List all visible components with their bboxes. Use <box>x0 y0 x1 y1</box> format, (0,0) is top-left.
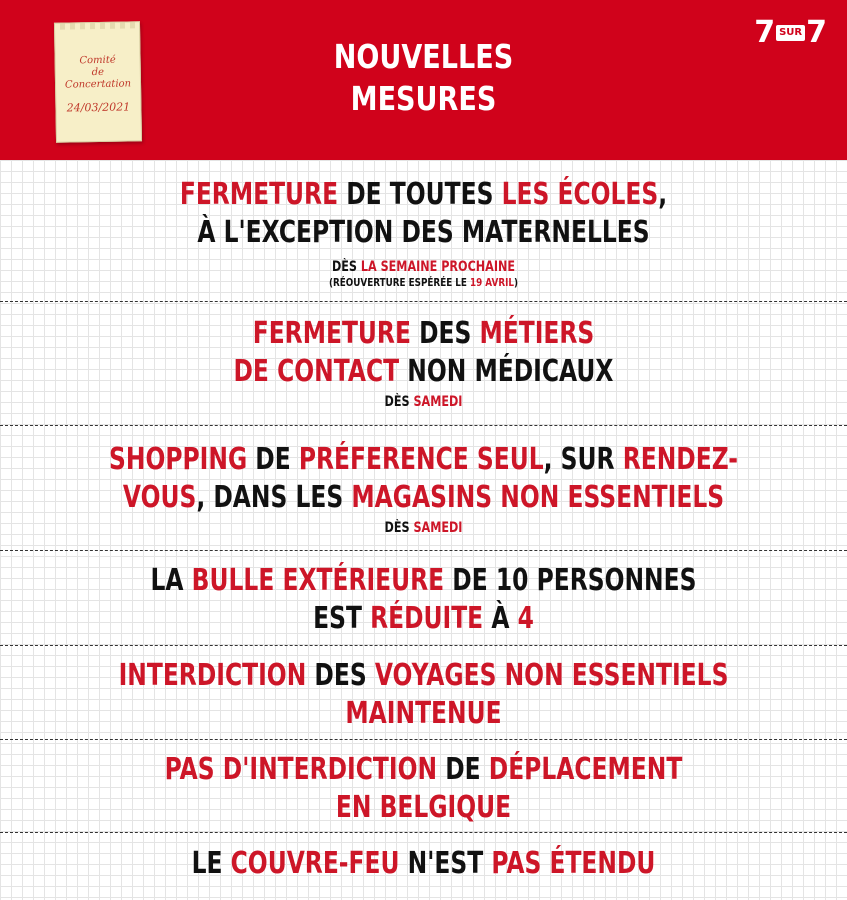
measure-line <box>93 562 754 600</box>
measure-text: DÈS <box>384 394 414 410</box>
measure-text: (RÉOUVERTURE ESPÉRÉE LE <box>328 276 470 289</box>
measure-text: EST <box>313 601 371 636</box>
note-perforation <box>55 22 139 29</box>
measure-text: , DANS LES <box>196 480 352 515</box>
measure-travel <box>0 657 847 733</box>
measure-text: DES <box>410 316 480 351</box>
note-date: 24/03/2021 <box>66 100 131 115</box>
measure-line <box>93 845 754 883</box>
measure-movement <box>0 751 847 827</box>
measure-text: MAGASINS NON ESSENTIELS <box>351 480 725 515</box>
measure-text: DÈS <box>384 520 414 536</box>
measure-text: LE <box>191 846 231 881</box>
measure-line <box>93 353 754 391</box>
measure-text: RÉDUITE <box>370 601 484 636</box>
measure-line <box>93 751 754 789</box>
dashed-divider <box>0 739 847 740</box>
measure-text: DÈS <box>331 259 361 275</box>
measure-text: , SUR <box>543 442 623 477</box>
measure-text: VOYAGES NON ESSENTIELS <box>374 658 729 693</box>
measure-text: , <box>658 177 668 212</box>
measure-text: RENDEZ- <box>622 442 738 477</box>
dashed-divider <box>0 645 847 646</box>
logo-sur: SUR <box>776 25 805 41</box>
title-line-2: MESURES <box>350 79 497 118</box>
measure-note <box>85 276 763 290</box>
measure-bubble <box>0 562 847 638</box>
measure-shopping <box>0 441 847 537</box>
measure-text: À <box>483 601 518 636</box>
note-line-3: Concertation <box>64 78 132 91</box>
measure-text: COUVRE-FEU <box>230 846 400 881</box>
title-line-1: NOUVELLES <box>333 37 514 76</box>
dashed-divider <box>0 301 847 302</box>
measure-line <box>93 315 754 353</box>
dashed-divider <box>0 832 847 833</box>
measure-text: À L'EXCEPTION DES MATERNELLES <box>197 215 650 250</box>
7sur7-logo <box>754 16 827 50</box>
measure-text: BULLE EXTÉRIEURE <box>191 563 445 598</box>
measure-text: DE 10 PERSONNES <box>444 563 697 598</box>
measure-line <box>93 600 754 638</box>
dashed-divider <box>0 550 847 551</box>
measure-text: DÉPLACEMENT <box>488 752 683 787</box>
measure-line <box>93 789 754 827</box>
measure-text: MÉTIERS <box>479 316 595 351</box>
measure-line <box>93 695 754 733</box>
measure-text: PAS ÉTENDU <box>491 846 656 881</box>
measure-text: LES ÉCOLES <box>501 177 659 212</box>
header-banner <box>0 0 847 160</box>
measure-text: SAMEDI <box>413 394 463 410</box>
measure-text: 4 <box>517 601 534 636</box>
measure-text: FERMETURE <box>179 177 339 212</box>
measure-text: ) <box>513 276 519 289</box>
measure-text: PAS D'INTERDICTION <box>164 752 438 787</box>
measure-contact-jobs <box>0 315 847 411</box>
measure-text: DE TOUTES <box>338 177 502 212</box>
measure-text: VOUS <box>122 480 197 515</box>
measure-text: DE <box>247 442 299 477</box>
measure-timing <box>85 519 763 537</box>
measure-schools <box>0 176 847 290</box>
measure-timing <box>85 393 763 411</box>
measure-timing <box>85 258 763 276</box>
logo-seven-right: 7 <box>806 15 827 50</box>
measures-panel <box>0 160 847 900</box>
measure-text: DE <box>437 752 489 787</box>
dashed-divider <box>0 425 847 426</box>
measure-line <box>93 214 754 252</box>
logo-seven-left: 7 <box>754 15 776 50</box>
measure-text: DE CONTACT <box>233 354 400 389</box>
measure-text: DES <box>306 658 375 693</box>
measure-text: PRÉFERENCE SEUL <box>298 442 544 477</box>
measure-text: FERMETURE <box>252 316 411 351</box>
measure-text: INTERDICTION <box>118 658 307 693</box>
measure-text: SHOPPING <box>109 442 248 477</box>
measure-line <box>93 479 754 517</box>
measure-text: LA <box>150 563 192 598</box>
measure-text: EN BELGIQUE <box>335 790 512 825</box>
note-line-2: de <box>91 66 105 79</box>
measure-text: N'EST <box>399 846 492 881</box>
note-line-1: Comité <box>79 54 116 67</box>
measure-line <box>93 176 754 214</box>
measure-curfew <box>0 845 847 883</box>
page-title <box>76 36 771 120</box>
measure-text: MAINTENUE <box>345 696 502 731</box>
measure-line <box>93 657 754 695</box>
measure-text: NON MÉDICAUX <box>399 354 614 389</box>
measure-text: SAMEDI <box>413 520 463 536</box>
measure-text: 19 AVRIL <box>469 276 514 289</box>
measure-line <box>93 441 754 479</box>
measure-text: LA SEMAINE PROCHAINE <box>360 259 516 275</box>
